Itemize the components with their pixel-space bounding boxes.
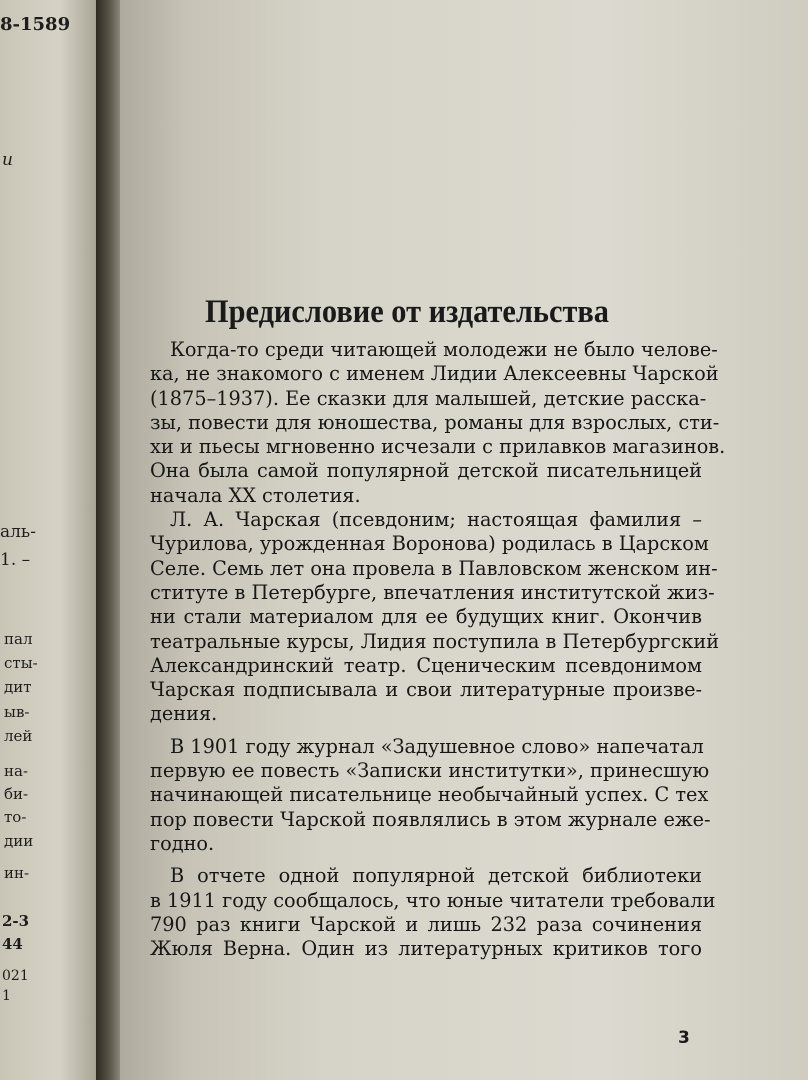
text-fragment: дит [4,678,32,696]
text-fragment: 021 [2,968,29,984]
text-line: хи и пьесы мгновенно исчезали с прилавков магазинов. [150,435,726,459]
text-fragment: дии [4,832,34,850]
text-line: ституте в Петербурге, впечатления институтской жиз- [150,580,715,604]
paragraph [150,338,726,508]
text-line: годно. [150,831,215,855]
text-line: Когда-то среди читающей молодежи не было челове- [170,338,718,361]
show-through-text [150,56,778,81]
page-title: Предисловие от издательства [205,294,609,331]
text-line: Л. А. Чарская (псевдоним; настоящая фамилия – [170,508,702,532]
text-line: зы, повести для юношества, романы для взрослых, сти- [150,410,720,434]
text-line: в 1911 году сообщалось, что юные читатели требовали [150,888,716,912]
page-number: 3 [678,1028,690,1048]
text-fragment: ыв- [4,703,30,721]
text-line: Она была самой популярной детской писательницей [150,459,702,483]
paragraph [150,734,711,856]
text-fragment: то- [4,808,27,826]
text-line: театральные курсы, Лидия поступила в Петербургский [150,629,720,653]
text-line: В отчете одной популярной детской библиотеки [170,864,702,888]
text-fragment: аль- [0,522,36,542]
text-fragment: сты- [4,654,38,672]
text-fragment: 2-3 [2,912,30,930]
previous-page [0,0,108,1080]
text-line: первую ее повесть «Записки институтки», принесшую [150,759,710,783]
text-line: ни стали материалом для ее будущих книг. Окончив [150,605,702,629]
text-line: Александринский театр. Сценическим псевдонимом [150,653,702,677]
text-fragment: би- [4,785,29,803]
text-line: дения. [150,702,218,726]
text-line: (1875–1937). Ее сказки для малышей, детские расска- [150,386,707,410]
text-line: начинающей писательнице необычайный успех. С тех [150,783,709,807]
text-line: ка, не знакомого с именем Лидии Алексеевны Чарской [150,362,719,386]
text-line: Чарская подписывала и свои литературные произве- [150,678,702,702]
text-line: 790 раз книги Чарской и лишь 232 раза сочинения [150,912,702,936]
paragraph [150,864,716,961]
text-fragment: ин- [4,864,30,882]
text-fragment: лей [4,727,33,745]
text-line: начала XX столетия. [150,483,361,507]
text-fragment: пал [4,630,33,648]
text-line: пор повести Чарской появлялись в этом журнале еже- [150,807,711,831]
text-fragment: 1. – [0,550,31,570]
paragraph [150,508,720,727]
page-header-fragment: 8-1589 [0,14,71,35]
text-line: В 1901 году журнал «Задушевное слово» напечатал [170,734,704,758]
text-fragment: и [2,150,13,170]
text-fragment: 44 [2,935,23,953]
text-line: Жюля Верна. Один из литературных критиков того [150,937,702,961]
text-fragment: 1 [2,988,11,1004]
text-line: Селе. Семь лет она провела в Павловском женском ин- [150,556,718,580]
text-line: Чурилова, урожденная Воронова) родилась в Царском [150,532,709,556]
text-fragment: на- [4,762,29,780]
body-text [150,338,726,961]
